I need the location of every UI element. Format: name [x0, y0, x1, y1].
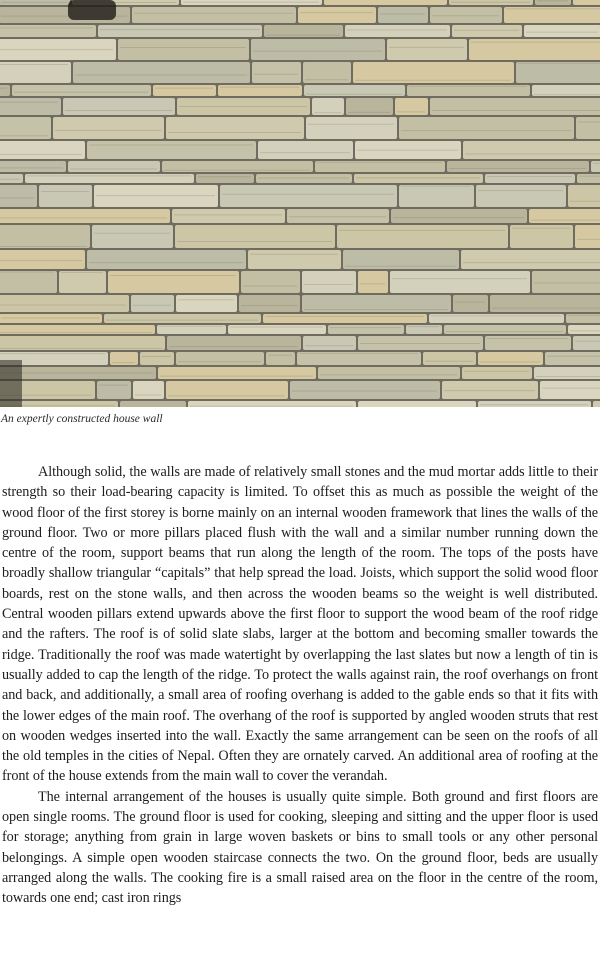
wall-stone — [97, 381, 131, 399]
wall-stone — [258, 141, 353, 159]
wall-stone — [175, 225, 335, 248]
wall-stone — [0, 141, 85, 159]
wall-stone — [568, 325, 600, 334]
wall-stone — [0, 25, 96, 37]
wall-stone — [302, 271, 356, 293]
wall-stone — [593, 401, 600, 407]
wall-stone — [575, 225, 600, 248]
wall-stone — [545, 352, 600, 365]
wall-stone — [166, 117, 304, 139]
wall-stone — [263, 314, 427, 323]
wall-stone — [0, 62, 71, 83]
wall-stone — [167, 336, 301, 350]
wall-stone — [266, 352, 295, 365]
wall-stone — [524, 25, 600, 37]
wall-stone — [0, 336, 165, 350]
wall-stone — [576, 117, 600, 139]
wall-stone — [120, 401, 186, 407]
wall-stone — [442, 381, 538, 399]
wall-stone — [133, 381, 164, 399]
stone-wall-illustration — [0, 0, 600, 407]
wall-stone — [0, 250, 85, 269]
wall-stone — [337, 225, 508, 248]
wall-stone — [248, 250, 341, 269]
stone-wall-photo — [0, 0, 600, 407]
wall-stone — [140, 352, 174, 365]
wall-stone — [131, 295, 174, 312]
wall-stone — [387, 39, 467, 60]
wall-stone — [478, 352, 543, 365]
wall-stone — [453, 295, 488, 312]
wall-stone — [228, 325, 326, 334]
wall-stone — [490, 295, 600, 312]
wall-stone — [354, 174, 483, 183]
wall-stone — [25, 174, 194, 183]
wall-stone — [504, 7, 600, 23]
wall-stone — [358, 271, 388, 293]
wall-stone — [153, 85, 216, 96]
wall-stone — [252, 62, 301, 83]
wall-stone — [429, 314, 564, 323]
figure-caption: An expertly constructed house wall — [1, 413, 163, 425]
wall-stone — [0, 271, 57, 293]
wall-stone — [59, 271, 106, 293]
wall-stone — [0, 98, 61, 115]
wall-stone — [53, 117, 164, 139]
wall-stone — [463, 141, 600, 159]
wall-stone — [68, 161, 160, 172]
wall-stone — [12, 85, 151, 96]
wall-stone — [0, 161, 66, 172]
wall-stone — [87, 250, 246, 269]
wall-stone — [516, 62, 600, 83]
wall-stone — [0, 209, 170, 223]
wall-stone — [239, 295, 300, 312]
wall-stone — [220, 185, 397, 207]
wall-stone — [0, 314, 102, 323]
wall-stone — [87, 141, 256, 159]
wall-stone — [461, 250, 600, 269]
wall-stone — [476, 185, 566, 207]
wall-stone — [532, 271, 600, 293]
wall-stone — [0, 225, 90, 248]
wall-stone — [390, 271, 530, 293]
wall-stone — [92, 225, 173, 248]
wall-stone — [303, 336, 356, 350]
wall-stone — [108, 271, 239, 293]
wall-stone — [290, 381, 440, 399]
wall-stone — [0, 85, 10, 96]
wall-stone — [573, 336, 600, 350]
wall-stone — [478, 401, 591, 407]
wall-stone — [0, 185, 37, 207]
wall-stone — [573, 0, 600, 5]
wall-stone — [251, 39, 385, 60]
wall-stone — [172, 209, 285, 223]
wall-stone — [98, 25, 262, 37]
wall-stone — [118, 39, 249, 60]
wall-stone — [485, 174, 575, 183]
wall-stone — [591, 161, 600, 172]
wall-stone — [132, 7, 296, 23]
wall-stone — [287, 209, 389, 223]
paragraph-1: Although solid, the walls are made of relatively small stones and the mud mortar adds little to their strength so their load-bearing capacity is limited. To offset this as much as possible the weight of the wood floor of the first storey is borne mainly on an internal wooden framework that lines the walls of the ground floor. Two or more pillars placed flush with the wall and a similar number running down the centre of the room, support beams that run along the length of the room. The tops of the posts have broadly shallow triangular “capitals” that help spread the load. Joists, which support the solid wood floor boards, rest on the stone walls, and then across the wooden beams so the weight is well distributed. Central wooden pillars extend upwards above the first floor to support the wood beam of the roof ridge and the rafters. The roof is of solid slate slabs, larger at the bottom and becoming smaller towards the ridge. Traditionally the roof was made watertight by overlapping the last slates but now a length of tin is usually added to cap the length of the ridge. To protect the walls against rain, the roof overhangs on front and back, and additionally, a small area of roofing overhang is added to the gable ends so that it fits with the lower edges of the main roof. The overhang of the roof is supported by angled wooden struts that rest on wooden wedges inserted into the wall. Exactly the same arrangement can be seen on the roofs of all the old temples in the cities of Nepal. Often they are ornately carved. An additional area of roofing at the front of the house extends from the main wall to cover the verandah. — [2, 464, 598, 785]
wall-stone — [241, 271, 300, 293]
wall-stone — [540, 381, 600, 399]
paragraph-2: The internal arrangement of the houses is usually quite simple. Both ground and first floors are open single rooms. The ground floor is used for cooking, sleeping and sitting and the upper floor is used for storage; anything from grain in large woven baskets or bins to small tools or any other personal belongings. A simple open wooden staircase connects the two. On the ground floor, beds are usually arranged along the walls. The cooking fire is a small raised area on the floor in the centre of the room, towards one end; cast iron rings — [2, 788, 598, 907]
wall-stone — [577, 174, 600, 183]
wall-stone — [73, 62, 250, 83]
wall-stone — [63, 98, 175, 115]
wall-stone — [176, 352, 264, 365]
wall-stone — [399, 185, 474, 207]
wall-stone — [430, 7, 502, 23]
wall-stone — [39, 185, 92, 207]
wall-stone — [534, 367, 600, 379]
wall-stone — [0, 174, 23, 183]
wall-stone — [378, 7, 428, 23]
wall-stone — [298, 7, 376, 23]
wall-stone — [447, 161, 589, 172]
wall-stone — [358, 336, 483, 350]
wall-stone — [324, 0, 447, 5]
wall-stone — [0, 295, 129, 312]
wall-stone — [328, 325, 404, 334]
wall-stone — [462, 367, 532, 379]
wall-stone — [358, 401, 476, 407]
wall-stone — [345, 25, 450, 37]
wall-stone — [568, 185, 600, 207]
wall-stone — [306, 117, 397, 139]
wall-stone — [452, 25, 522, 37]
wall-shadow — [0, 360, 22, 407]
wall-stone — [444, 325, 566, 334]
wall-stone — [391, 209, 527, 223]
wall-stone — [395, 98, 428, 115]
wall-stone — [423, 352, 476, 365]
wall-stone — [104, 314, 261, 323]
wall-stone — [256, 174, 352, 183]
wall-dark-patch — [68, 0, 116, 20]
wall-stone — [196, 174, 254, 183]
wall-stone — [430, 98, 600, 115]
wall-stone — [529, 209, 600, 223]
wall-stone — [318, 367, 460, 379]
article-body — [2, 462, 598, 909]
wall-stone — [176, 295, 237, 312]
wall-stone — [158, 367, 316, 379]
wall-stone — [297, 352, 421, 365]
wall-stone — [399, 117, 574, 139]
